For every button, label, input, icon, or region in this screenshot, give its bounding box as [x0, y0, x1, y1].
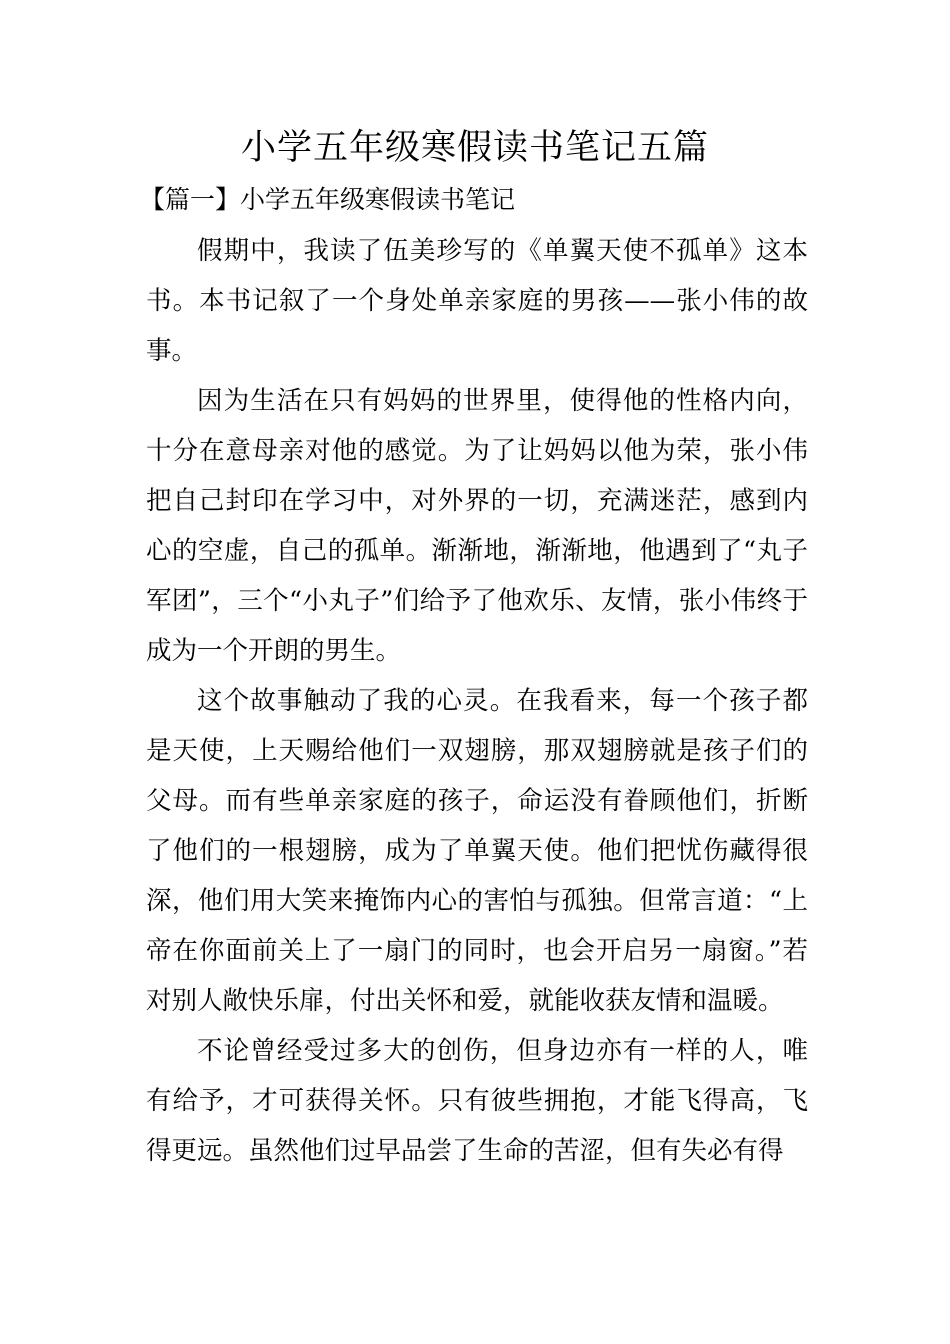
paragraph: 这个故事触动了我的心灵。在我看来，每一个孩子都是天使，上天赐给他们一双翅膀，那双翅膀就是孩子们的父母。而有些单亲家庭的孩子，命运没有眷顾他们，折断了他们的一根翅膀，成为了单翼天使。他们把忧伤藏得很深，他们用大笑来掩饰内心的害怕与孤独。但常言道：“上帝在你面前关上了一扇门的同时，也会开启另一扇窗。”若对别人敞快乐扉，付出关怀和爱，就能收获友情和温暖。 [146, 686, 808, 1016]
paragraph: 不论曾经受过多大的创伤，但身边亦有一样的人，唯有给予，才可获得关怀。只有彼些拥抱，才能飞得高，飞得更远。虽然他们过早品尝了生命的苦涩，但有失必有得 [146, 1036, 808, 1166]
section-heading: 【篇一】小学五年级寒假读书笔记 [140, 185, 516, 214]
document-body [146, 226, 808, 1176]
paragraph: 假期中，我读了伍美珍写的《单翼天使不孤单》这本书。本书记叙了一个身处单亲家庭的男孩——张小伟的故事。 [146, 236, 808, 366]
document-title: 小学五年级寒假读书笔记五篇 [240, 128, 709, 168]
paragraph: 因为生活在只有妈妈的世界里，使得他的性格内向，十分在意母亲对他的感觉。为了让妈妈以他为荣，张小伟把自己封印在学习中，对外界的一切，充满迷茫，感到内心的空虚，自己的孤单。渐渐地，渐渐地，他遇到了“丸子军团”，三个“小丸子”们给予了他欢乐、友情，张小伟终于成为一个开朗的男生。 [146, 386, 808, 666]
